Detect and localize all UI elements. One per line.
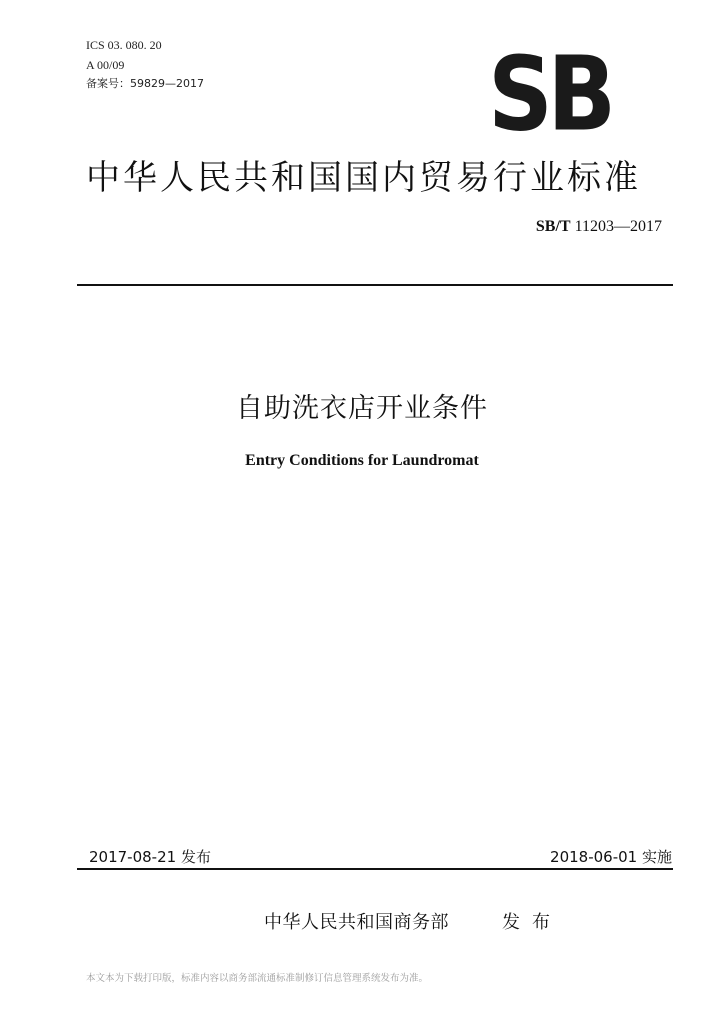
bottom-divider xyxy=(77,868,673,870)
issuing-authority: 中华人民共和国商务部 xyxy=(264,912,449,933)
issue-date: 2017-08-21 发布 xyxy=(89,848,211,866)
record-number: 备案号：59829—2017 xyxy=(86,77,204,90)
issue-label: 发布 xyxy=(502,912,562,933)
document-title-english: Entry Conditions for Laundromat xyxy=(245,452,479,469)
standard-number xyxy=(536,218,662,236)
ccs-code: A 00/09 xyxy=(86,58,125,72)
standard-category-title: 中华人民共和国国内贸易行业标准 xyxy=(86,158,641,198)
standard-code: 11203—2017 xyxy=(574,218,662,235)
document-title-chinese: 自助洗衣店开业条件 xyxy=(236,393,488,424)
ics-code: ICS 03. 080. 20 xyxy=(86,38,162,52)
top-divider xyxy=(77,284,673,286)
footer-note: 本文本为下载打印版，标准内容以商务部流通标准制修订信息管理系统发布为准。 xyxy=(86,973,429,984)
sb-logo: SB xyxy=(488,35,611,155)
standard-prefix: SB/T xyxy=(535,218,571,235)
implementation-date: 2018-06-01 实施 xyxy=(550,848,672,866)
